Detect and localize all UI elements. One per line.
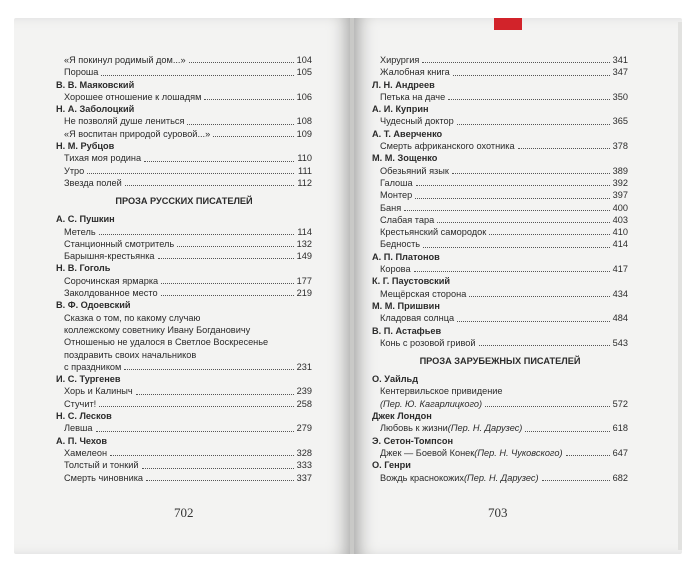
dot-leader [213,136,294,137]
toc-entry-line [56,349,312,361]
entry-page-number: 647 [612,447,628,458]
dot-leader [452,173,610,174]
author-name: О. Уайльд [372,374,419,385]
entry-title: Звезда полей [64,177,122,188]
dot-leader [146,480,294,481]
entry-translator: (Пер. Н. Дарузес) [464,472,539,483]
entry-title: Отношенью не удалося в Светлое Воскресенье [64,337,269,348]
author-name: М. М. Зощенко [372,153,438,164]
author-name: Н. С. Лесков [56,411,112,422]
entry-page-number: 328 [296,447,312,458]
entry-title: Жалобная книга [380,67,450,78]
entry-title: Заколдованное место [64,288,158,299]
entry-title: с праздником [64,361,122,372]
dot-leader [422,62,610,63]
author-name: В. Ф. Одоевский [56,300,131,311]
dot-leader [177,246,294,247]
page-edges [678,22,682,550]
entry-page-number: 333 [296,460,312,471]
entry-page-number: 110 [297,153,312,164]
entry-title: Монтер [380,190,413,201]
section-heading: ПРОЗА ЗАРУБЕЖНЫХ ПИСАТЕЛЕЙ [419,356,581,367]
entry-title: Станционный смотритель [64,238,175,249]
entry-page-number: 350 [612,91,628,102]
entry-page-number: 572 [612,398,628,409]
dot-leader [101,75,294,76]
author-name: А. П. Платонов [372,251,440,262]
author-name: Н. А. Заболоцкий [56,104,135,115]
toc-entry [56,275,312,287]
dot-leader [525,431,610,432]
dot-leader [110,455,294,456]
toc-entry-line [56,336,312,348]
toc-entry [56,472,312,484]
entry-page-number: 410 [612,227,628,238]
author-name: О. Генри [372,460,411,471]
dot-leader [136,394,294,395]
bookmark-ribbon [494,18,522,30]
entry-title: Чудесный доктор [380,116,454,127]
author-name: Л. Н. Андреев [372,79,435,90]
entry-title: Кладовая солнца [380,313,455,324]
dot-leader [457,124,610,125]
entry-page-number: 112 [297,177,312,188]
entry-title: Сказка о том, по какому случаю [64,312,201,323]
entry-title: Конь с розовой гривой [380,337,476,348]
author-name: Н. В. Гоголь [56,263,111,274]
toc-entry [372,165,628,177]
author-name: А. И. Куприн [372,104,429,115]
entry-page-number: 106 [296,91,312,102]
dot-leader [542,480,610,481]
entry-title: Хамелеон [64,447,108,458]
dot-leader [518,148,610,149]
dot-leader [448,99,610,100]
toc-entry [372,398,628,410]
entry-translator: (Пер. Ю. Кагарлицкого) [380,398,483,409]
toc-entry [56,165,312,177]
toc-entry [56,287,312,299]
entry-page-number: 347 [612,67,628,78]
toc-entry [372,238,628,250]
entry-page-number: 149 [296,251,312,262]
toc-entry-line [56,312,312,324]
entry-title: Петька на даче [380,91,446,102]
dot-leader [99,234,294,235]
entry-page-number: 108 [296,116,312,127]
dot-leader [469,296,610,297]
entry-title: Пороша [64,67,99,78]
entry-page-number: 365 [612,116,628,127]
toc-entry [372,214,628,226]
toc-entry [372,177,628,189]
left-table-of-contents [56,54,312,484]
dot-leader [87,173,294,174]
entry-translator: (Пер. Н. Чуковского) [474,447,563,458]
entry-page-number: 392 [612,177,628,188]
dot-leader [479,345,610,346]
entry-page-number: 397 [612,190,628,201]
author-name: А. Т. Аверченко [372,128,443,139]
entry-page-number: 105 [296,67,312,78]
entry-title: Обезьяний язык [380,165,449,176]
toc-entry [56,422,312,434]
toc-entry [56,115,312,127]
entry-title: Вождь краснокожих [380,472,464,483]
entry-page-number: 111 [298,165,312,176]
page-number-right: 703 [488,505,508,520]
dot-leader [404,210,610,211]
toc-entry [56,91,312,103]
entry-title: Смерть чиновника [64,472,144,483]
toc-entry [372,66,628,78]
toc-entry [372,189,628,201]
entry-title: Левша [64,423,93,434]
entry-page-number: 414 [612,239,628,250]
entry-page-number: 403 [612,214,628,225]
toc-entry [56,128,312,140]
entry-page-number: 239 [296,386,312,397]
toc-entry [56,177,312,189]
entry-page-number: 341 [612,55,628,65]
dot-leader [457,321,610,322]
toc-entry [56,250,312,262]
dot-leader [99,406,294,407]
entry-title: Любовь к жизни [380,423,448,434]
entry-page-number: 177 [296,275,312,286]
author-name: Н. М. Рубцов [56,141,115,152]
entry-title: Утро [64,165,85,176]
dot-leader [124,369,294,370]
toc-entry [372,263,628,275]
entry-page-number: 417 [612,264,628,275]
entry-page-number: 543 [612,337,628,348]
toc-entry [372,337,628,349]
toc-entry [56,361,312,373]
entry-title: поздравить своих начальников [64,349,197,360]
entry-title: «Я покинул родимый дом...» [64,55,186,65]
toc-entry [56,54,312,66]
toc-entry [56,66,312,78]
dot-leader [423,247,610,248]
entry-title: Барышня-крестьянка [64,251,155,262]
entry-page-number: 109 [296,128,312,139]
entry-title: Слабая тара [380,214,435,225]
toc-entry [372,54,628,66]
right-table-of-contents [372,54,628,484]
dot-leader [489,234,610,235]
dot-leader [485,406,610,407]
entry-title: Смерть африканского охотника [380,141,515,152]
dot-leader [144,161,294,162]
entry-page-number: 104 [296,55,312,65]
dot-leader [453,75,610,76]
entry-page-number: 434 [612,288,628,299]
toc-entry [372,312,628,324]
toc-entry [372,472,628,484]
dot-leader [125,185,294,186]
entry-title: Хорь и Калиныч [64,386,133,397]
toc-entry [56,226,312,238]
dot-leader [158,258,294,259]
dot-leader [142,468,294,469]
toc-entry [56,447,312,459]
entry-translator: (Пер. Н. Дарузес) [447,423,523,434]
dot-leader [204,99,294,100]
entry-title: Стучит! [64,398,97,409]
dot-leader [161,283,294,284]
toc-entry [372,447,628,459]
author-name: Э. Сетон-Томпсон [372,435,454,446]
entry-title: Корова [380,264,411,275]
author-name: Джек Лондон [372,411,432,422]
toc-entry [372,91,628,103]
toc-entry [56,152,312,164]
author-name: А. С. Пушкин [56,214,115,225]
entry-title: Галоша [380,177,413,188]
section-heading: ПРОЗА РУССКИХ ПИСАТЕЛЕЙ [115,196,253,207]
author-name: В. В. Маяковский [56,79,135,90]
toc-entry [56,459,312,471]
entry-title: Не позволяй душе лениться [64,116,185,127]
toc-entry [56,385,312,397]
entry-page-number: 231 [296,361,312,372]
author-name: М. М. Пришвин [372,300,440,311]
entry-page-number: 219 [296,288,312,299]
entry-page-number: 378 [612,141,628,152]
entry-title: Баня [380,202,402,213]
dot-leader [415,198,610,199]
toc-entry [372,202,628,214]
entry-title: Крестьянский самородок [380,227,487,238]
entry-page-number: 337 [296,472,312,483]
entry-page-number: 484 [612,313,628,324]
entry-title: Кентервильское привидение [380,386,503,397]
entry-title: Метель [64,226,96,237]
entry-page-number: 400 [612,202,628,213]
toc-entry [372,140,628,152]
entry-title: Толстый и тонкий [64,460,139,471]
dot-leader [96,431,294,432]
toc-entry [372,422,628,434]
entry-title: Тихая моя родина [64,153,142,164]
entry-page-number: 258 [296,398,312,409]
entry-page-number: 682 [612,472,628,483]
entry-page-number: 389 [612,165,628,176]
author-name: К. Г. Паустовский [372,276,450,287]
entry-title: Мещёрская сторона [380,288,467,299]
entry-title: коллежскому советнику Ивану Богдановичу [64,324,251,335]
dot-leader [414,271,610,272]
dot-leader [161,295,294,296]
author-name: А. П. Чехов [56,435,108,446]
author-name: В. П. Астафьев [372,325,442,336]
page-number-left: 702 [174,505,194,520]
entry-title: Джек — Боевой Конек [380,447,475,458]
toc-entry [372,288,628,300]
entry-title: «Я воспитан природой суровой...» [64,128,211,139]
entry-title: Хорошее отношение к лошадям [64,91,202,102]
entry-page-number: 279 [296,423,312,434]
toc-entry [56,238,312,250]
dot-leader [437,222,610,223]
entry-title: Бедность [380,239,421,250]
entry-title: Хирургия [380,55,420,65]
entry-page-number: 618 [612,423,628,434]
toc-entry [372,115,628,127]
entry-title: Сорочинская ярмарка [64,275,159,286]
toc-entry-line [56,324,312,336]
toc-entry-line [372,385,628,397]
dot-leader [416,185,610,186]
dot-leader [189,62,294,63]
entry-page-number: 132 [296,238,312,249]
dot-leader [187,124,294,125]
entry-page-number: 114 [297,226,312,237]
author-name: И. С. Тургенев [56,374,121,385]
dot-leader [566,455,610,456]
toc-entry [372,226,628,238]
toc-entry [56,398,312,410]
